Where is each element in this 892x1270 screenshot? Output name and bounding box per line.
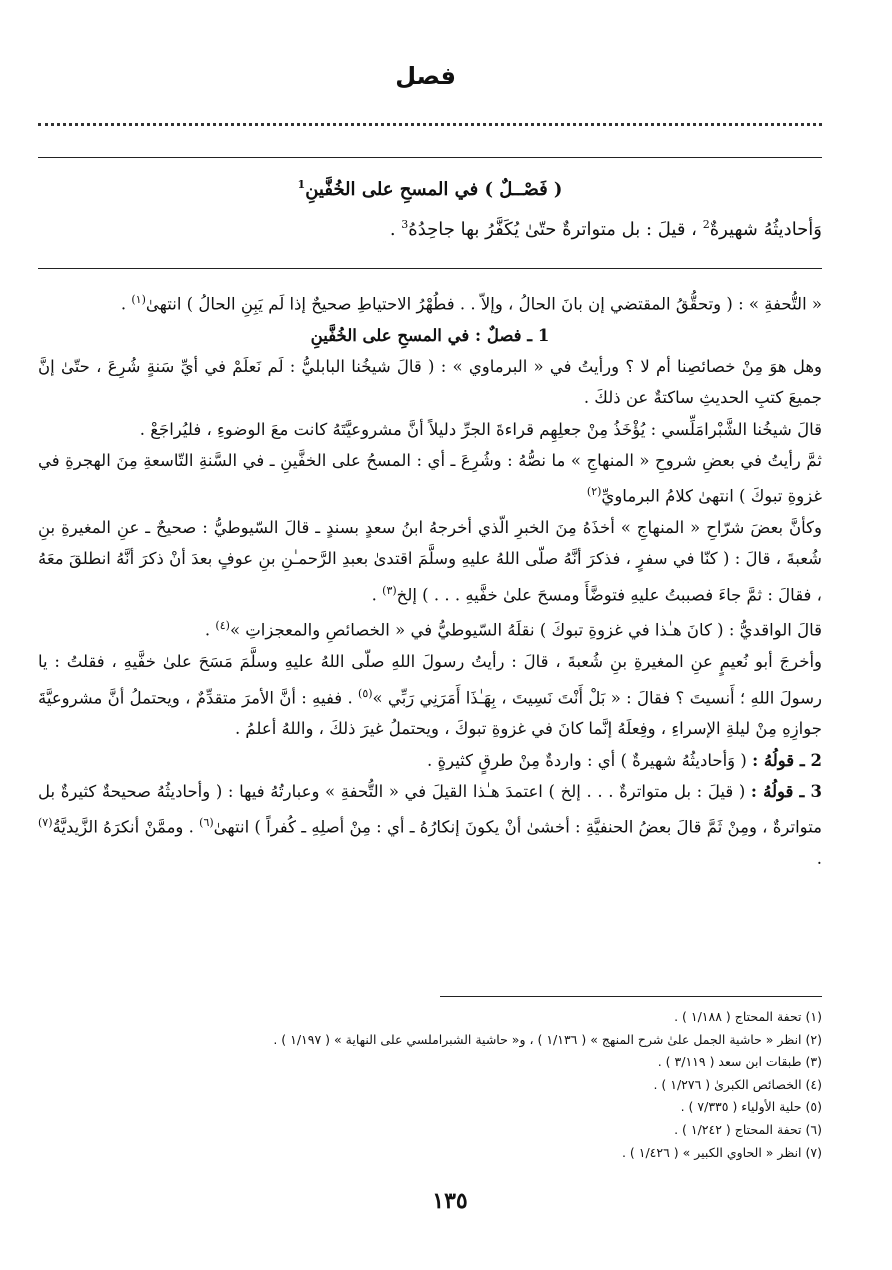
paragraph-text: وكأنَّ بعضَ شرّاحِ « المنهاجِ » أخذَهُ مِنَ الخبرِ الّذي أخرجهُ ابنُ سعدٍ بسندٍ ـ قالَ السّيوطيُّ : صحيحٌ ـ عنِ المغيرةِ بنِ شُعبةَ ، قالَ : ( كنّا في سفرٍ ، فذكرَ أنَّهُ صلّى اللهُ عليهِ وسلَّمَ اقتدىٰ بعبدِ الرَّحمـٰنِ بنِ عوفٍ بعدَ أنْ ذكرَ أنَّهُ انطلقَ معَهُ ، فقالَ : ثمَّ جاءَ فصببتُ عليهِ فتوضَّأَ ومسحَ علىٰ خفَّيهِ . . . ) إلخ — [38, 518, 822, 605]
main-heading — [38, 170, 822, 205]
paragraph-text: « التُّحفةِ » : ( وتحقُّقُ المقتضي إن بانَ الحالُ ، وإلاّ . . فطُهْرُ الاحتياطِ صحيحٌ إذا لَم يَبِنِ الحالُ ) انتهىٰ — [145, 294, 822, 314]
page-number: ١٣٥ — [432, 1188, 468, 1214]
paragraph-text: ( قيلَ : بل متواترةٌ . . . إلخ ) اعتمدَ هـٰذا القيلَ في « التُّحفةِ » وعبارتُهُ فيها : ( وأحاديثُهُ صحيحةٌ كثيرةٌ بل متواترةٌ ، ومِنْ ثَمَّ قالَ بعضُ الحنفيَّةِ : أخشىٰ أنْ يكونَ إنكارُهُ ـ أي : مِنْ أصلِهِ ـ كُفراً ) انتهىٰ — [38, 781, 823, 837]
commentary-paragraph — [38, 776, 822, 874]
paragraph-end: . — [120, 294, 132, 314]
main-note-3: 3 — [401, 218, 409, 231]
main-text-part2: ، قيلَ : بل متواترةٌ حتّىٰ يُكَفَّرُ بها جاحِدُهُ — [408, 219, 703, 240]
footnote: (٧) انظر « الحاوي الكبير » ( ١/٤٢٦ ) . — [621, 1144, 822, 1160]
commentary-paragraph — [38, 745, 822, 776]
paragraph-text: قالَ الواقديُّ : ( كانَ هـٰذا في غزوةِ تبوكَ ) نقلَهُ السّيوطيُّ في « الخصائصِ والمعجزاتِ » — [229, 620, 822, 640]
chapter-ornament: فصل — [395, 62, 456, 90]
paragraph-text: وأخرجَ أبو نُعيمٍ عنِ المغيرةِ بنِ شُعبةَ ، قالَ : رأيتُ رسولَ اللهِ صلّى اللهُ عليهِ وسلَّمَ مَسَحَ علىٰ خفَّيهِ ، فقلتُ : يا رسولَ اللهِ ؛ أَنسيتَ ؟ فقالَ : « بَلْ أَنْتَ نَسِيتَ ، بِهَـٰذَا أَمَرَنِي رَبِّي » — [38, 652, 822, 708]
footnote-ref: (٦) — [199, 816, 214, 830]
footnote: (٦) تحفة المحتاج ( ١/٢٤٢ ) . — [674, 1121, 822, 1137]
footnote: (١) تحفة المحتاج ( ١/١٨٨ ) . — [674, 1009, 822, 1024]
commentary-paragraph: وكأنَّ بعضَ شرّاحِ « المنهاجِ » أخذَهُ مِنَ الخبرِ الّذي أخرجهُ ابنُ سعدٍ بسندٍ ـ قالَ السّيوطيُّ : صحيحٌ ـ عنِ المغيرةِ بنِ شُعبةَ ، قالَ : ( كنّا في سفرٍ ، فذكرَ أنَّهُ صلّى اللهُ عليهِ وسلَّمَ اقتدىٰ بعبدِ الرَّحمـٰنِ بنِ عوفٍ بعدَ أنْ ذكرَ أنَّهُ انطلقَ معَهُ ، فقالَ : ثمَّ جاءَ فصببتُ عليهِ فتوضَّأَ ومسحَ علىٰ خفَّيهِ . . . ) إلخ$^{(٣)}$ . — [38, 518, 822, 605]
commentary-rule — [38, 268, 822, 269]
footnote-ref: (٢) — [586, 485, 602, 499]
dotted-divider — [38, 117, 822, 126]
commentary-body — [38, 284, 822, 874]
footnote: (٣) طبقات ابن سعد ( ٣/١١٩ ) . — [657, 1054, 822, 1070]
main-heading-text: ( فَصْــلٌ ) في المسحِ على الخُفَّينِ — [305, 179, 563, 200]
footnote-ref: (٤) — [215, 619, 230, 633]
footnote-ref: (١) — [131, 293, 146, 306]
commentary-paragraph: قالَ الواقديُّ : ( كانَ هـٰذا في غزوةِ تبوكَ ) نقلَهُ السّيوطيُّ في « الخصائصِ والمعجزاتِ »$^{(٤)}$ . — [204, 619, 822, 640]
footnote-ref: (٣) — [382, 583, 397, 597]
footnote-rule — [440, 996, 822, 997]
section-heading: 1 ـ فصلٌ : في المسحِ على الخُفَّينِ — [310, 325, 550, 345]
main-note-2: 2 — [702, 218, 710, 231]
footnote: (٥) حلية الأولياء ( ٧/٣٣٥ ) . — [680, 1099, 822, 1115]
commentary-paragraph — [38, 284, 822, 320]
commentary-paragraph: قالَ شيخُنا الشَّبْرامَلِّسي : يُؤْخَذُ مِنْ جعلِهِم قراءةَ الجرِّ دليلاً أنَّ مشروعيَّتَهُ كانت معَ الوضوءِ ، فليُراجَعْ . — [139, 419, 822, 439]
main-heading-note: 1 — [297, 178, 306, 191]
paragraph-text: ( وَأحاديثُهُ شهيرةٌ ) أي : واردةٌ مِنْ طرقٍ كثيرةٍ . — [426, 750, 753, 770]
commentary-paragraph — [38, 445, 822, 512]
commentary-paragraph — [38, 646, 822, 744]
main-text-part1: وَأحاديثُهُ شهيرةٌ — [709, 219, 822, 240]
paragraph-text: ثمَّ رأيتُ في بعضِ شروحِ « المنهاجِ » ما نصُّهُ : وشُرِعَ ـ أي : المسحُ على الخفَّينِ ـ في السَّنةِ التّاسعةِ مِنَ الهجرةِ في غزوةِ تبوكَ ) انتهىٰ كلامُ البرماويِّ — [38, 450, 822, 506]
footnote-ref: (٧) — [38, 816, 53, 830]
commentary-paragraph: وهل هوَ مِنْ خصائصِنا أم لا ؟ ورأيتُ في « البرماوي » : ( قالَ شيخُنا البابليُّ : لَم نَعلَمْ في أيِّ سَنةٍ شُرِعَ ، حتّىٰ إنَّ جميعَ كتبِ الحديثِ ساكتةٌ عن ذلكَ . — [38, 357, 822, 408]
top-rule — [38, 157, 822, 158]
main-text-line — [38, 208, 822, 247]
paragraph-text: . وممَّنْ أنكرَهُ الزَّيديَّةُ — [52, 817, 200, 837]
footnote-ref: (٥) — [358, 686, 373, 700]
paragraph-text: . ففيهِ : أنَّ الأمرَ متقدِّمٌ ، ويحتملُ أنَّ مشروعيَّةَ جوازِهِ مِنْ ليلةِ الإسراءِ ، وفِعلَهُ إنَّما كانَ في غزوةِ تبوكَ ، ويحتملُ غيرَ ذلكَ ، واللهُ أعلمُ . — [38, 688, 822, 739]
gloss-label: 2 ـ قولُهُ : — [752, 750, 822, 770]
main-text-end: . — [389, 219, 402, 240]
footnote: (٤) الخصائص الكبرىٰ ( ١/٢٧٦ ) . — [653, 1076, 822, 1092]
footnotes — [38, 1006, 822, 1164]
footnote: (٢) انظر « حاشية الجمل علىٰ شرح المنهج » ( ١/١٣٦ ) ، و« حاشية الشبراملسي على النهاية » ( ١/١٩٧ ) . — [273, 1031, 822, 1047]
gloss-label: 3 ـ قولُهُ : — [750, 781, 822, 801]
paragraph-end: . — [816, 849, 822, 869]
